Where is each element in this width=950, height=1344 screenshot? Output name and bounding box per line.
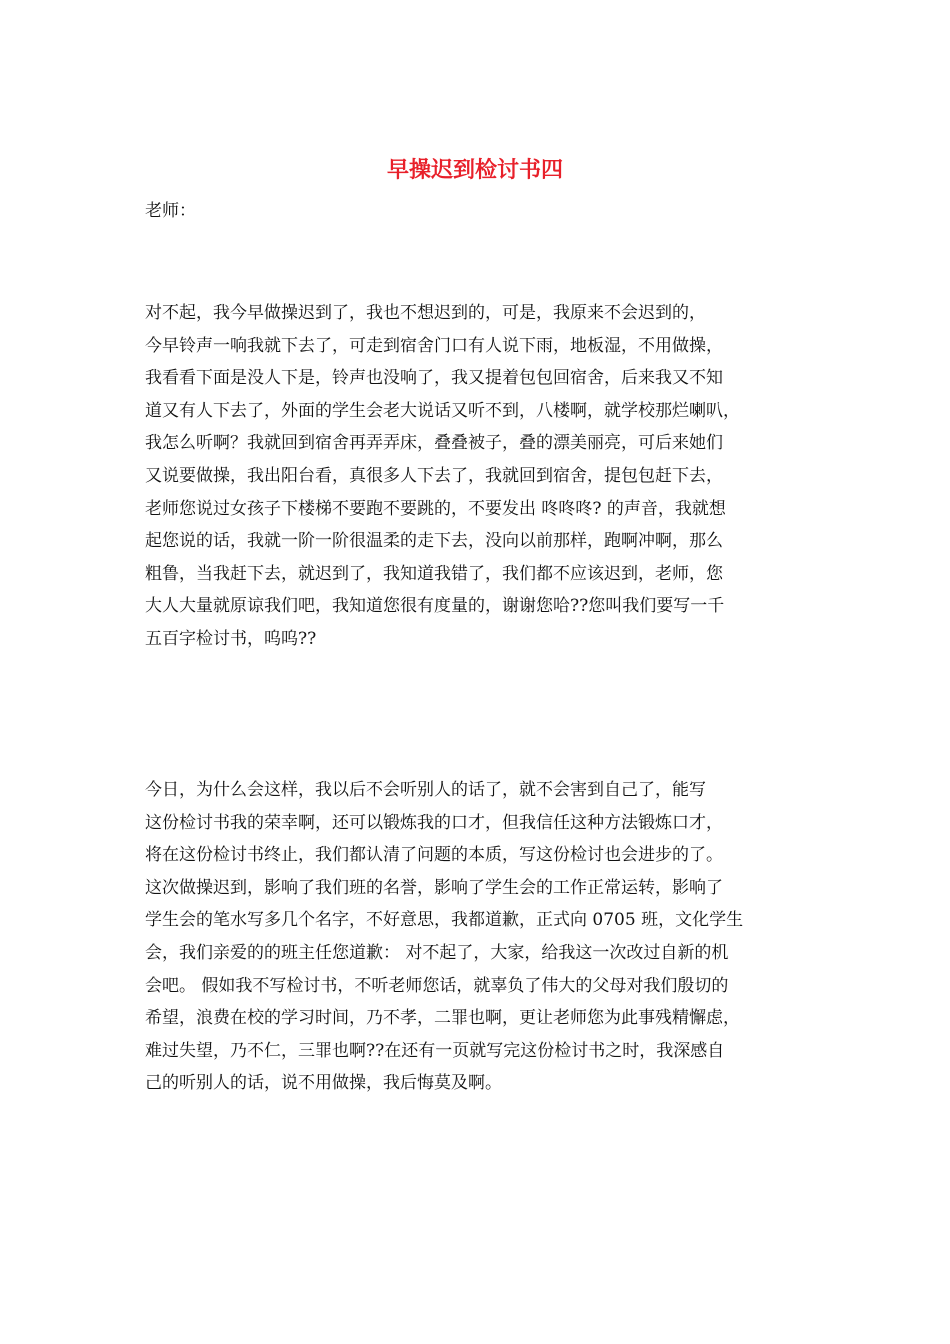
paragraph-line: 老师您说过女孩子下楼梯不要跑不要跳的，不要发出 咚咚咚? 的声音，我就想 bbox=[145, 498, 726, 519]
paragraph-line: 今日，为什么会这样，我以后不会听别人的话了，就不会害到自己了，能写 bbox=[145, 780, 706, 800]
paragraph-line: 会吧。 假如我不写检讨书，不听老师您话，就辜负了伟大的父母对我们殷切的 bbox=[145, 975, 729, 996]
salutation: 老师： bbox=[145, 201, 196, 221]
paragraph-line: 希望，浪费在校的学习时间，乃不孝，二罪也啊，更让老师您为此事残精懈虑， bbox=[145, 1008, 740, 1029]
paragraph-line: 对不起，我今早做操迟到了，我也不想迟到的，可是，我原来不会迟到的， bbox=[145, 303, 706, 323]
paragraph-line: 将在这份检讨书终止，我们都认清了问题的本质，写这份检讨也会进步的了。 bbox=[145, 845, 723, 866]
paragraph-line: 这份检讨书我的荣幸啊，还可以锻炼我的口才，但我信任这种方法锻炼口才， bbox=[145, 812, 723, 833]
paragraph-line: 五百字检讨书，呜呜?? bbox=[145, 628, 317, 649]
paragraph-line: 又说要做操，我出阳台看，真很多人下去了，我就回到宿舍，提包包赶下去， bbox=[145, 465, 723, 486]
paragraph-line: 起您说的话，我就一阶一阶很温柔的走下去，没向以前那样，跑啊冲啊，那么 bbox=[145, 531, 723, 552]
paragraph-2 bbox=[145, 774, 810, 1100]
paragraph-line: 难过失望，乃不仁，三罪也啊??在还有一页就写完这份检讨书之时，我深感自 bbox=[145, 1040, 725, 1061]
paragraph-line: 学生会的笔水写多几个名字，不好意思，我都道歉，正式向 0705 班，文化学生 bbox=[145, 910, 744, 931]
paragraph-line: 大人大量就原谅我们吧，我知道您很有度量的，谢谢您哈??您叫我们要写一千 bbox=[145, 596, 725, 617]
paragraph-line: 道又有人下去了，外面的学生会老大说话又听不到，八楼啊，就学校那烂喇叭， bbox=[145, 400, 740, 421]
paragraph-line: 我怎么听啊？我就回到宿舍再弄弄床，叠叠被子，叠的漂美丽亮，可后来她们 bbox=[145, 433, 723, 454]
paragraph-line: 今早铃声一响我就下去了，可走到宿舍门口有人说下雨，地板湿，不用做操， bbox=[145, 335, 723, 356]
paragraph-line: 会，我们亲爱的的班主任您道歉： 对不起了，大家，给我这一次改过自新的机 bbox=[145, 942, 729, 963]
document-title: 早操迟到检讨书四 bbox=[386, 157, 563, 183]
paragraph-line: 我看看下面是没人下是，铃声也没响了，我又提着包包回宿舍，后来我又不知 bbox=[145, 368, 723, 389]
paragraph-line: 这次做操迟到，影响了我们班的名誉，影响了学生会的工作正常运转，影响了 bbox=[145, 877, 723, 898]
paragraph-1 bbox=[145, 297, 810, 656]
paragraph-line: 粗鲁，当我赶下去，就迟到了，我知道我错了，我们都不应该迟到，老师，您 bbox=[145, 563, 723, 584]
paragraph-line: 己的听别人的话，说不用做操，我后悔莫及啊。 bbox=[145, 1073, 502, 1094]
